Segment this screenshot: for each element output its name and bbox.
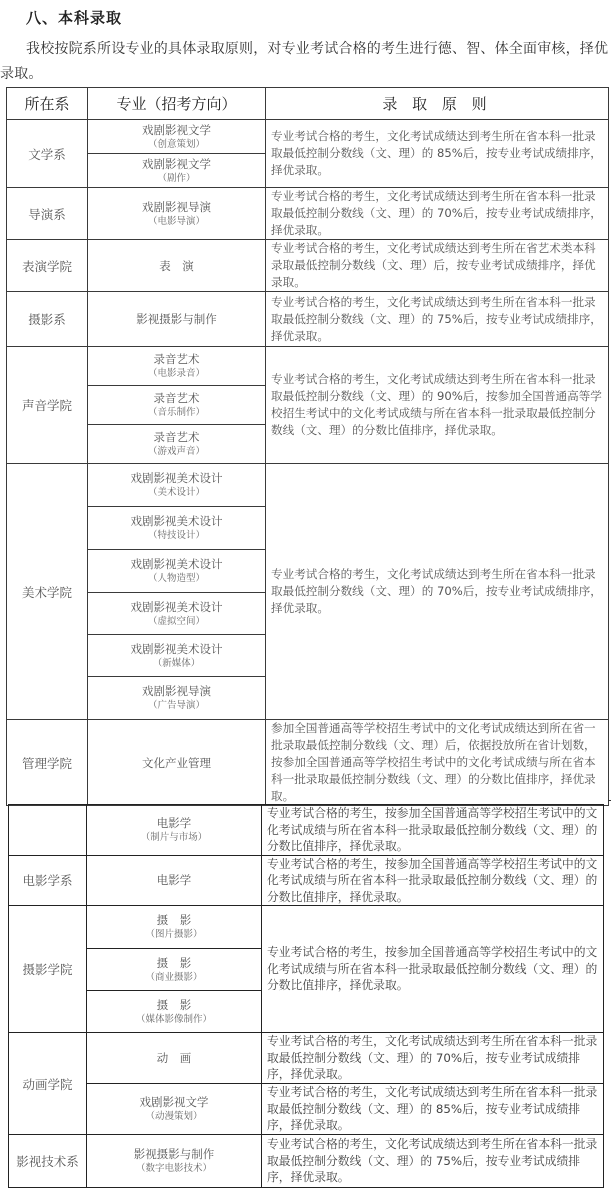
major-name: 戏剧影视导演 <box>142 684 211 698</box>
rule-cell: 专业考试合格的考生，按参加全国普通高等学校招生考试中的文化考试成绩与所在省本科一批录取最低控制分数线（文、理）的分数比值排序，择优录取。 <box>262 855 604 906</box>
rule-cell: 专业考试合格的考生，文化考试成绩达到考生所在省本科一批录取最低控制分数线（文、理）的 85%后，按专业考试成绩排序，择优录取。 <box>262 1084 604 1135</box>
major-direction: （动漫策划） <box>145 1111 203 1122</box>
table-row <box>9 805 604 856</box>
major-name: 戏剧影视文学 <box>139 1095 209 1109</box>
major-cell <box>87 1135 262 1188</box>
major-cell: 影视摄影与制作 <box>88 292 266 347</box>
dept-cell: 美术学院 <box>7 464 88 720</box>
major-direction: （电影导演） <box>147 215 205 227</box>
major-direction: （新媒体） <box>152 657 201 669</box>
dept-cell: 影视技术系 <box>9 1135 87 1188</box>
rule-cell: 专业考试合格的考生，文化考试成绩达到考生所在省本科一批录取最低控制分数线（文、理）的 90%后，按参加全国普通高等学校招生考试中的文化考试成绩与所在省本科一批录取最低控制分数线（文、理）的分数比值排序，择优录取。 <box>266 347 609 464</box>
table-row <box>7 240 609 292</box>
major-direction: （媒体影像制作） <box>135 1013 212 1025</box>
table-row <box>9 1084 604 1135</box>
table-row <box>7 292 609 347</box>
major-direction: （广告导演） <box>147 700 205 711</box>
rule-cell: 参加全国普通高等学校招生考试中的文化考试成绩达到所在省一批录取最低控制分数线（文、理）后，依据投放所在省计划数，按参加全国普通高等学校招生考试中的文化考试成绩与所在省本科一批录取最低控制分数线（文、理）的分数比值排序，择优录取。 <box>266 720 609 806</box>
table-row <box>9 855 604 906</box>
dept-cell: 声音学院 <box>7 347 88 464</box>
major-direction: （美术设计） <box>147 487 205 498</box>
major-cell <box>88 464 266 507</box>
major-cell: 动 画 <box>87 1033 262 1084</box>
major-name: 戏剧影视美术设计 <box>130 514 223 528</box>
major-direction: （制片与市场） <box>140 831 208 843</box>
header-major: 专业（招考方向） <box>88 88 266 120</box>
dept-cell: 摄影学院 <box>9 906 87 1033</box>
major-direction: （电影录音） <box>147 368 205 379</box>
major-name: 录音艺术 <box>153 430 200 444</box>
major-cell <box>87 906 262 949</box>
major-cell <box>87 991 262 1033</box>
major-cell <box>88 347 266 386</box>
major-name: 戏剧影视文学 <box>142 122 211 137</box>
table-row <box>9 906 604 949</box>
major-name: 摄 影 <box>156 955 192 970</box>
major-cell: 电影学 <box>87 855 262 906</box>
rule-cell: 专业考试合格的考生，文化考试成绩达到考生所在省本科一批录取最低控制分数线（文、理）的 85%后，按专业考试成绩排序，择优录取。 <box>266 120 609 188</box>
major-direction: （特技设计） <box>147 530 205 541</box>
rule-cell: 专业考试合格的考生，文化考试成绩达到考生所在省本科一批录取最低控制分数线（文、理）的 70%后，按专业考试成绩排序，择优录取。 <box>266 188 609 240</box>
admission-table-2 <box>8 804 604 1188</box>
rule-cell: 专业考试合格的考生，按参加全国普通高等学校招生考试中的文化考试成绩与所在省本科一批录取最低控制分数线（文、理）的分数比值排序，择优录取。 <box>262 805 604 856</box>
major-name: 戏剧影视文学 <box>142 156 211 171</box>
major-cell <box>88 188 266 240</box>
table-row <box>7 720 609 806</box>
major-name: 戏剧影视美术设计 <box>130 599 223 614</box>
table-row <box>9 1135 604 1188</box>
major-cell <box>87 1084 262 1135</box>
rule-cell: 专业考试合格的考生，文化考试成绩达到考生所在省本科一批录取最低控制分数线（文、理）的 70%后，按专业考试成绩排序，择优录取。 <box>262 1033 604 1084</box>
table-row <box>7 347 609 386</box>
major-direction: （音乐制作） <box>147 407 205 418</box>
major-name: 戏剧影视美术设计 <box>130 641 223 656</box>
major-cell <box>88 635 266 677</box>
major-direction: （虚拟空间） <box>147 615 205 627</box>
major-cell <box>88 425 266 464</box>
major-cell: 文化产业管理 <box>88 720 266 806</box>
rule-cell: 专业考试合格的考生，文化考试成绩达到考生所在省本科一批录取最低控制分数线（文、理）的 70%后，按专业考试成绩排序，择优录取。 <box>266 464 609 720</box>
table-row <box>7 464 609 507</box>
major-cell <box>88 593 266 635</box>
major-direction: （人物造型） <box>147 573 205 584</box>
major-direction: （剧作） <box>157 172 196 184</box>
dept-cell: 导演系 <box>7 188 88 240</box>
major-name: 摄 影 <box>156 997 192 1012</box>
rule-cell: 专业考试合格的考生，文化考试成绩达到考生所在省本科一批录取最低控制分数线（文、理）的 75%后，按专业考试成绩排序，择优录取。 <box>266 292 609 347</box>
header-dept: 所在系 <box>7 88 88 120</box>
rule-cell: 专业考试合格的考生，文化考试成绩达到考生所在省艺术类本科录取最低控制分数线（文、理）后，按专业考试成绩排序，择优录取。 <box>266 240 609 292</box>
admission-table-1 <box>6 87 609 806</box>
intro-paragraph: 我校按院系所设专业的具体录取原则，对专业考试合格的考生进行德、智、体全面审核，择优录取。 <box>0 41 609 82</box>
major-cell <box>88 677 266 720</box>
major-name: 影视摄影与制作 <box>133 1147 215 1161</box>
table-row <box>9 1033 604 1084</box>
major-name: 摄 影 <box>156 913 192 927</box>
rule-cell: 专业考试合格的考生，按参加全国普通高等学校招生考试中的文化考试成绩与所在省本科一批录取最低控制分数线（文、理）的分数比值排序，择优录取。 <box>262 906 604 1033</box>
dept-cell: 电影学系 <box>9 855 87 906</box>
major-direction: （图片摄影） <box>145 929 203 940</box>
dept-cell: 摄影系 <box>7 292 88 347</box>
rule-cell: 专业考试合格的考生，文化考试成绩达到考生所在省本科一批录取最低控制分数线（文、理）的 75%后，按专业考试成绩排序，择优录取。 <box>262 1135 604 1188</box>
table-row <box>7 188 609 240</box>
major-name: 戏剧影视美术设计 <box>130 471 223 485</box>
section-heading: 八、本科录取 <box>26 9 123 27</box>
dept-cell <box>9 805 87 856</box>
dept-cell: 表演学院 <box>7 240 88 292</box>
dept-cell: 文学系 <box>7 120 88 188</box>
major-cell: 表 演 <box>88 240 266 292</box>
divider-mark <box>608 800 611 801</box>
table-row <box>7 120 609 154</box>
major-name: 戏剧影视导演 <box>142 199 211 214</box>
major-direction: （数字电影技术） <box>135 1163 212 1174</box>
major-cell <box>87 805 262 856</box>
table-header-row <box>7 88 609 120</box>
major-cell <box>88 550 266 593</box>
major-cell <box>88 386 266 425</box>
major-name: 戏剧影视美术设计 <box>130 557 223 571</box>
major-name: 录音艺术 <box>153 391 200 405</box>
major-name: 电影学 <box>156 815 192 830</box>
major-name: 录音艺术 <box>153 352 200 366</box>
major-direction: （游戏声音） <box>147 446 205 457</box>
header-rule: 录 取 原 则 <box>266 88 609 120</box>
major-direction: （创意策划） <box>147 138 205 150</box>
major-cell <box>88 507 266 550</box>
dept-cell: 管理学院 <box>7 720 88 806</box>
dept-cell: 动画学院 <box>9 1033 87 1135</box>
major-cell <box>88 120 266 154</box>
major-cell <box>87 949 262 991</box>
major-cell <box>88 154 266 188</box>
major-direction: （商业摄影） <box>145 971 203 983</box>
